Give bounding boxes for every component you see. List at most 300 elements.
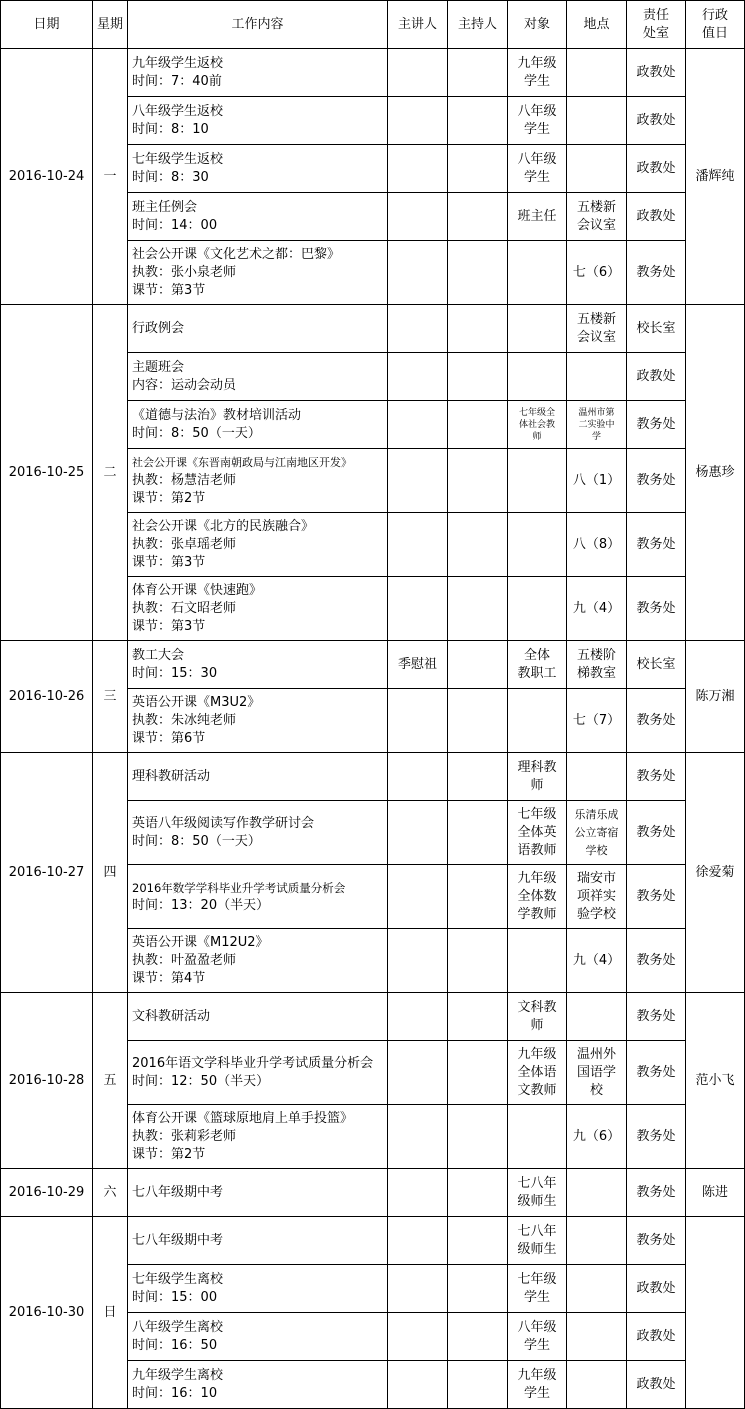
target-line: 级师生	[517, 1241, 557, 1257]
target-line: 八年级	[517, 103, 557, 119]
target-cell	[508, 929, 567, 993]
speaker-cell	[388, 1217, 448, 1265]
content-line: 时间：12：50（半天）	[132, 1073, 270, 1089]
host-cell	[448, 689, 508, 753]
weekday-cell: 五	[93, 993, 128, 1169]
dept-cell: 教务处	[627, 401, 686, 449]
content-cell	[128, 97, 388, 145]
content-line: 七八年级期中考	[132, 1232, 224, 1248]
target-line: 文科教	[517, 999, 557, 1015]
target-line: 七年级	[517, 806, 557, 822]
dept-cell: 教务处	[627, 929, 686, 993]
duty-cell: 陈万湘	[686, 641, 745, 753]
place-cell	[567, 689, 627, 753]
content-cell	[128, 753, 388, 801]
place-line: 五楼阶	[576, 647, 616, 663]
host-cell	[448, 449, 508, 513]
target-line: 九年级	[517, 1367, 557, 1383]
target-cell	[508, 145, 567, 193]
weekday-cell: 二	[93, 305, 128, 641]
content-line: 行政例会	[132, 320, 185, 336]
target-cell	[508, 241, 567, 305]
target-line: 学生	[523, 73, 550, 89]
target-line: 级师生	[517, 1193, 557, 1209]
target-cell	[508, 49, 567, 97]
speaker-cell	[388, 1313, 448, 1361]
content-cell	[128, 577, 388, 641]
place-line: 学	[591, 431, 601, 442]
speaker-cell	[388, 865, 448, 929]
date-cell: 2016-10-26	[1, 641, 93, 753]
target-cell	[508, 753, 567, 801]
speaker-cell	[388, 49, 448, 97]
content-line: 时间：16：50	[132, 1337, 218, 1353]
place-cell	[567, 193, 627, 241]
dept-cell: 政教处	[627, 193, 686, 241]
dept-cell: 教务处	[627, 1105, 686, 1169]
place-line: 九（4）	[572, 600, 621, 616]
dept-cell: 校长室	[627, 305, 686, 353]
speaker-cell	[388, 193, 448, 241]
date-cell: 2016-10-25	[1, 305, 93, 641]
host-cell	[448, 641, 508, 689]
target-cell	[508, 1041, 567, 1105]
speaker-cell	[388, 353, 448, 401]
content-line: 社会公开课《文化艺术之都：巴黎》	[132, 246, 341, 262]
place-cell	[567, 1217, 627, 1265]
content-cell	[128, 1265, 388, 1313]
content-line: 理科教研活动	[132, 768, 211, 784]
header-dept-line: 处室	[642, 25, 669, 41]
place-line: 温州外	[576, 1046, 616, 1062]
target-line: 八年级	[517, 1319, 557, 1335]
target-cell	[508, 801, 567, 865]
table-row	[1, 993, 745, 1041]
dept-cell: 政教处	[627, 145, 686, 193]
target-cell	[508, 305, 567, 353]
target-line: 九年级	[517, 1046, 557, 1062]
place-cell	[567, 929, 627, 993]
header-duty-line: 值日	[701, 25, 728, 41]
dept-cell: 政教处	[627, 97, 686, 145]
place-cell	[567, 1169, 627, 1217]
content-line: 执教：张小泉老师	[132, 264, 237, 280]
content-cell	[128, 801, 388, 865]
place-line: 七（6）	[572, 264, 621, 280]
host-cell	[448, 1265, 508, 1313]
speaker-cell	[388, 401, 448, 449]
place-line: 梯教室	[576, 665, 616, 681]
content-line: 英语八年级阅读写作教学研讨会	[132, 815, 315, 831]
content-line: 2016年数学学科毕业升学考试质量分析会	[132, 880, 346, 895]
content-line: 课节：第3节	[132, 282, 206, 298]
place-line: 温州市第	[578, 407, 615, 418]
dept-cell: 教务处	[627, 993, 686, 1041]
date-cell: 2016-10-24	[1, 49, 93, 305]
content-line: 七八年级期中考	[132, 1184, 224, 1200]
speaker-cell	[388, 577, 448, 641]
target-line: 学教师	[517, 906, 557, 922]
dept-cell: 教务处	[627, 753, 686, 801]
content-line: 课节：第3节	[132, 618, 206, 634]
target-cell	[508, 865, 567, 929]
target-line: 理科教	[517, 759, 557, 775]
host-cell	[448, 1169, 508, 1217]
place-line: 学校	[585, 843, 608, 857]
content-line: 执教：杨慧洁老师	[132, 472, 237, 488]
place-line: 二实验中	[578, 419, 615, 430]
content-line: 执教：张莉彩老师	[132, 1128, 237, 1144]
content-line: 主题班会	[132, 359, 185, 375]
duty-cell: 徐爱菊	[686, 753, 745, 993]
place-cell	[567, 865, 627, 929]
header-target: 对象	[508, 1, 567, 49]
target-cell	[508, 1217, 567, 1265]
speaker-cell	[388, 241, 448, 305]
host-cell	[448, 49, 508, 97]
place-line: 八（8）	[572, 536, 621, 552]
target-cell	[508, 1169, 567, 1217]
target-cell	[508, 993, 567, 1041]
target-cell	[508, 353, 567, 401]
host-cell	[448, 865, 508, 929]
content-cell	[128, 1041, 388, 1105]
target-line: 文教师	[517, 1082, 557, 1098]
dept-cell: 政教处	[627, 1265, 686, 1313]
host-cell	[448, 1361, 508, 1409]
content-line: 时间：13：20（半天）	[132, 897, 270, 913]
header-dept	[627, 1, 686, 49]
host-cell	[448, 993, 508, 1041]
content-line: 英语公开课《M3U2》	[132, 694, 261, 710]
table-row	[1, 1217, 745, 1265]
place-line: 五楼新	[576, 311, 616, 327]
target-cell	[508, 449, 567, 513]
host-cell	[448, 97, 508, 145]
content-cell	[128, 1361, 388, 1409]
content-cell	[128, 305, 388, 353]
dept-cell: 教务处	[627, 1041, 686, 1105]
host-cell	[448, 753, 508, 801]
host-cell	[448, 401, 508, 449]
host-cell	[448, 513, 508, 577]
weekday-cell: 日	[93, 1217, 128, 1409]
target-cell	[508, 1105, 567, 1169]
content-line: 体育公开课《篮球原地肩上单手投篮》	[132, 1110, 354, 1126]
speaker-cell	[388, 305, 448, 353]
table-row	[1, 49, 745, 97]
content-line: 时间：8：10	[132, 121, 209, 137]
speaker-cell	[388, 993, 448, 1041]
target-line: 七年级全	[518, 407, 555, 418]
place-cell	[567, 577, 627, 641]
target-line: 语教师	[517, 842, 557, 858]
target-line: 七八年	[517, 1175, 557, 1191]
header-content: 工作内容	[128, 1, 388, 49]
dept-cell: 政教处	[627, 1361, 686, 1409]
header-place: 地点	[567, 1, 627, 49]
speaker-cell	[388, 449, 448, 513]
speaker-cell	[388, 1361, 448, 1409]
weekday-cell: 六	[93, 1169, 128, 1217]
schedule-body	[1, 49, 745, 1409]
dept-cell: 教务处	[627, 1217, 686, 1265]
speaker-cell	[388, 753, 448, 801]
target-line: 八年级	[517, 151, 557, 167]
host-cell	[448, 193, 508, 241]
content-line: 课节：第6节	[132, 730, 206, 746]
place-cell	[567, 449, 627, 513]
date-cell: 2016-10-28	[1, 993, 93, 1169]
content-line: 执教：叶盈盈老师	[132, 952, 237, 968]
target-line: 师	[530, 1017, 544, 1033]
target-cell	[508, 641, 567, 689]
weekday-cell: 一	[93, 49, 128, 305]
place-cell	[567, 97, 627, 145]
table-row	[1, 1169, 745, 1217]
place-cell	[567, 1105, 627, 1169]
target-line: 九年级	[517, 870, 557, 886]
target-line: 七年级	[517, 1271, 557, 1287]
place-line: 项祥实	[576, 888, 616, 904]
content-cell	[128, 449, 388, 513]
content-line: 时间：15：00	[132, 1289, 218, 1305]
content-line: 社会公开课《东晋南朝政局与江南地区开发》	[132, 455, 352, 469]
content-cell	[128, 1169, 388, 1217]
speaker-cell	[388, 97, 448, 145]
host-cell	[448, 145, 508, 193]
dept-cell: 教务处	[627, 577, 686, 641]
content-cell	[128, 641, 388, 689]
content-cell	[128, 145, 388, 193]
content-line: 课节：第4节	[132, 970, 206, 986]
target-cell	[508, 401, 567, 449]
target-cell	[508, 513, 567, 577]
host-cell	[448, 1041, 508, 1105]
header-duty-line: 行政	[701, 7, 728, 23]
place-cell	[567, 513, 627, 577]
content-cell	[128, 241, 388, 305]
place-line: 会议室	[576, 329, 616, 345]
host-cell	[448, 929, 508, 993]
speaker-cell	[388, 1169, 448, 1217]
target-line: 学生	[523, 1337, 550, 1353]
content-cell	[128, 401, 388, 449]
content-line: 文科教研活动	[132, 1008, 211, 1024]
target-line: 全体数	[517, 888, 557, 904]
dept-cell: 政教处	[627, 353, 686, 401]
target-cell	[508, 1313, 567, 1361]
table-row	[1, 305, 745, 353]
place-line: 五楼新	[576, 199, 616, 215]
place-cell	[567, 801, 627, 865]
place-line: 国语学	[576, 1064, 616, 1080]
host-cell	[448, 1313, 508, 1361]
host-cell	[448, 1105, 508, 1169]
content-line: 九年级学生离校	[132, 1367, 224, 1383]
target-line: 全体语	[517, 1064, 557, 1080]
content-cell	[128, 1105, 388, 1169]
header-host: 主持人	[448, 1, 508, 49]
duty-cell: 杨惠珍	[686, 305, 745, 641]
content-line: 时间：7：40前	[132, 73, 222, 89]
place-cell	[567, 1313, 627, 1361]
content-line: 时间：8：50（一天）	[132, 425, 261, 441]
place-cell	[567, 753, 627, 801]
date-cell: 2016-10-27	[1, 753, 93, 993]
place-cell	[567, 1265, 627, 1313]
speaker-cell	[388, 145, 448, 193]
target-line: 师	[530, 777, 544, 793]
dept-cell: 教务处	[627, 801, 686, 865]
content-cell	[128, 865, 388, 929]
place-line: 瑞安市	[576, 870, 616, 886]
target-line: 学生	[523, 169, 550, 185]
place-line: 公立寄宿	[574, 825, 619, 839]
target-cell	[508, 577, 567, 641]
content-cell	[128, 689, 388, 753]
place-line: 会议室	[576, 217, 616, 233]
target-line: 全体	[523, 647, 550, 663]
target-line: 七八年	[517, 1223, 557, 1239]
place-cell	[567, 49, 627, 97]
content-line: 《道德与法治》教材培训活动	[132, 407, 302, 423]
header-dept-line: 责任	[642, 7, 669, 23]
content-line: 教工大会	[132, 647, 185, 663]
place-cell	[567, 993, 627, 1041]
content-cell	[128, 49, 388, 97]
target-cell	[508, 1265, 567, 1313]
speaker-cell	[388, 801, 448, 865]
speaker-cell	[388, 1041, 448, 1105]
place-line: 九（6）	[572, 1128, 621, 1144]
place-line: 七（7）	[572, 712, 621, 728]
place-cell	[567, 241, 627, 305]
target-cell	[508, 193, 567, 241]
place-cell	[567, 1361, 627, 1409]
header-date: 日期	[1, 1, 93, 49]
table-row	[1, 753, 745, 801]
host-cell	[448, 305, 508, 353]
target-line: 全体英	[517, 824, 557, 840]
target-line: 班主任	[517, 208, 557, 224]
host-cell	[448, 801, 508, 865]
dept-cell: 教务处	[627, 865, 686, 929]
content-line: 八年级学生返校	[132, 103, 224, 119]
dept-cell: 教务处	[627, 513, 686, 577]
content-line: 体育公开课《快速跑》	[132, 582, 263, 598]
content-cell	[128, 353, 388, 401]
header-row	[1, 1, 745, 49]
content-cell	[128, 513, 388, 577]
host-cell	[448, 1217, 508, 1265]
content-line: 执教：朱冰纯老师	[132, 712, 237, 728]
place-cell	[567, 305, 627, 353]
place-line: 九（4）	[572, 952, 621, 968]
table-row	[1, 641, 745, 689]
content-cell	[128, 193, 388, 241]
header-speaker: 主讲人	[388, 1, 448, 49]
place-cell	[567, 641, 627, 689]
content-line: 班主任例会	[132, 199, 198, 215]
target-line: 教职工	[517, 665, 557, 681]
weekday-cell: 四	[93, 753, 128, 993]
content-line: 2016年语文学科毕业升学考试质量分析会	[132, 1055, 374, 1071]
target-cell	[508, 1361, 567, 1409]
content-cell	[128, 1313, 388, 1361]
date-cell: 2016-10-30	[1, 1217, 93, 1409]
dept-cell: 教务处	[627, 449, 686, 513]
host-cell	[448, 577, 508, 641]
place-line: 验学校	[576, 906, 616, 922]
place-cell	[567, 401, 627, 449]
place-line: 乐清乐成	[574, 807, 619, 821]
dept-cell: 政教处	[627, 1313, 686, 1361]
content-line: 七年级学生返校	[132, 151, 224, 167]
header-weekday: 星期	[93, 1, 128, 49]
speaker-cell	[388, 1105, 448, 1169]
target-cell	[508, 689, 567, 753]
speaker-cell: 季慰祖	[388, 641, 448, 689]
content-line: 英语公开课《M12U2》	[132, 934, 269, 950]
duty-cell: 陈进	[686, 1169, 745, 1217]
content-line: 时间：16：10	[132, 1385, 218, 1401]
content-cell	[128, 929, 388, 993]
place-cell	[567, 1041, 627, 1105]
target-cell	[508, 97, 567, 145]
target-line: 九年级	[517, 55, 557, 71]
dept-cell: 政教处	[627, 49, 686, 97]
content-line: 时间：8：30	[132, 169, 209, 185]
content-line: 七年级学生离校	[132, 1271, 224, 1287]
dept-cell: 教务处	[627, 689, 686, 753]
content-line: 课节：第2节	[132, 490, 206, 506]
target-line: 体社会教	[518, 419, 555, 430]
host-cell	[448, 241, 508, 305]
duty-cell: 潘辉纯	[686, 49, 745, 305]
content-cell	[128, 1217, 388, 1265]
target-line: 学生	[523, 1289, 550, 1305]
duty-cell: 范小飞	[686, 993, 745, 1169]
dept-cell: 教务处	[627, 1169, 686, 1217]
content-cell	[128, 993, 388, 1041]
dept-cell: 校长室	[627, 641, 686, 689]
place-cell	[567, 353, 627, 401]
target-line: 师	[532, 431, 542, 442]
content-line: 课节：第2节	[132, 1146, 206, 1162]
speaker-cell	[388, 1265, 448, 1313]
content-line: 八年级学生离校	[132, 1319, 224, 1335]
content-line: 时间：15：30	[132, 665, 218, 681]
content-line: 执教：石文昭老师	[132, 600, 237, 616]
speaker-cell	[388, 929, 448, 993]
content-line: 时间：14：00	[132, 217, 218, 233]
content-line: 社会公开课《北方的民族融合》	[132, 518, 315, 534]
content-line: 内容：运动会动员	[132, 377, 237, 393]
speaker-cell	[388, 689, 448, 753]
host-cell	[448, 353, 508, 401]
place-line: 八（1）	[572, 472, 621, 488]
target-line: 学生	[523, 121, 550, 137]
place-line: 校	[589, 1082, 603, 1098]
target-line: 学生	[523, 1385, 550, 1401]
header-duty	[686, 1, 745, 49]
duty-cell	[686, 1217, 745, 1409]
weekday-cell: 三	[93, 641, 128, 753]
date-cell: 2016-10-29	[1, 1169, 93, 1217]
speaker-cell	[388, 513, 448, 577]
content-line: 时间：8：50（一天）	[132, 833, 261, 849]
